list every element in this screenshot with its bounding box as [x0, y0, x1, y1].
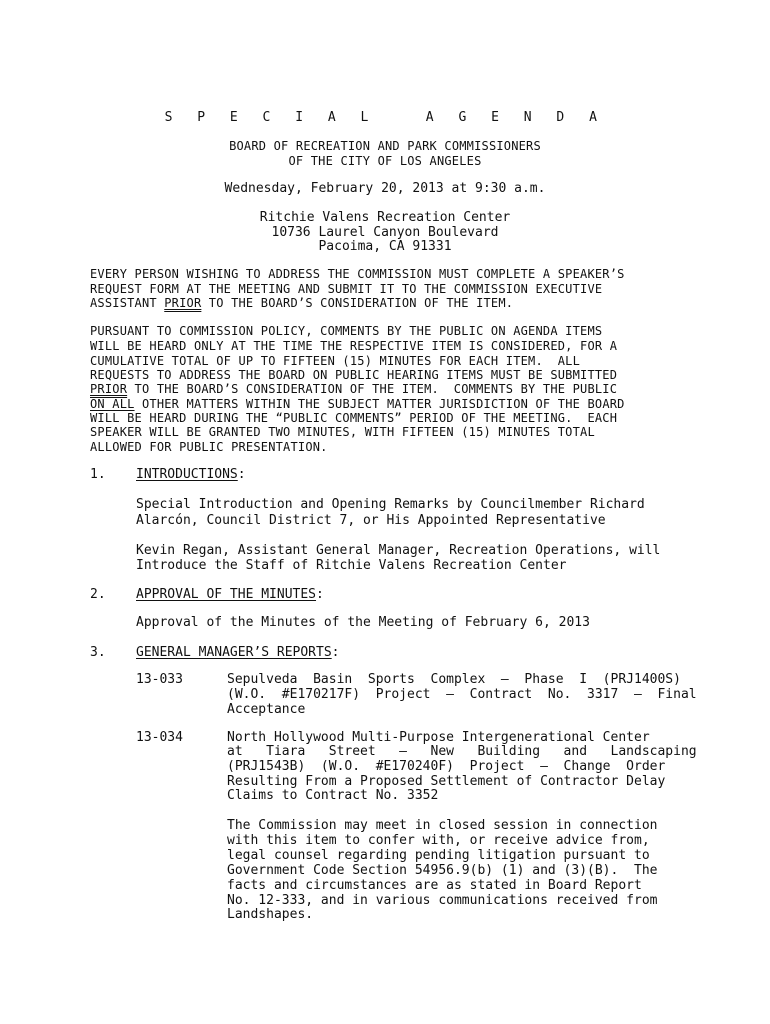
notice2-line: WILL BE HEARD ONLY AT THE TIME THE RESPECTIVE ITEM IS CONSIDERED, FOR A [90, 339, 618, 353]
board-name-line2: OF THE CITY OF LOS ANGELES [288, 154, 482, 168]
notice2-line: WILL BE HEARD DURING THE “PUBLIC COMMENTS” PERIOD OF THE MEETING. EACH [90, 411, 618, 425]
notice2-line: CUMULATIVE TOTAL OF UP TO FIFTEEN (15) MINUTES FOR EACH ITEM. ALL [90, 354, 581, 368]
report-title-line: Resulting From a Proposed Settlement of Contractor Delay [227, 774, 666, 789]
report-title-line: (W.O. #E170217F) Project – Contract No. 3317 – Final [227, 687, 697, 702]
section-heading [136, 645, 340, 660]
report-number: 13-033 [136, 672, 183, 687]
section-heading [136, 467, 246, 482]
notice2-line [90, 382, 617, 397]
board-name-line1: BOARD OF RECREATION AND PARK COMMISSIONERS [229, 139, 541, 153]
closed-session-note-line: No. 12-333, and in various communications received from [227, 893, 658, 908]
intro-paragraph-line: Introduce the Staff of Ritchie Valens Recreation Center [136, 558, 567, 573]
notice2-text: OTHER MATTERS WITHIN THE SUBJECT MATTER JURISDICTION OF THE BOARD [134, 397, 625, 411]
section-heading-text: APPROVAL OF THE MINUTES [136, 587, 317, 602]
report-title-line: Acceptance [227, 702, 306, 717]
on-all-emphasis: ON ALL [90, 397, 135, 411]
report-number: 13-034 [136, 730, 183, 745]
section-heading-colon: : [237, 467, 246, 482]
prior-emphasis: PRIOR [90, 382, 128, 396]
closed-session-note-line: facts and circumstances are as stated in Board Report [227, 878, 642, 893]
notice2-line: PURSUANT TO COMMISSION POLICY, COMMENTS BY THE PUBLIC ON AGENDA ITEMS [90, 324, 603, 338]
section-heading-colon: : [316, 587, 324, 602]
notice2-line: REQUESTS TO ADDRESS THE BOARD ON PUBLIC HEARING ITEMS MUST BE SUBMITTED [90, 368, 618, 382]
section-number: 1. [90, 467, 106, 482]
meeting-datetime: Wednesday, February 20, 2013 at 9:30 a.m. [224, 181, 546, 196]
location-name: Ritchie Valens Recreation Center [259, 210, 511, 225]
report-title-line: Sepulveda Basin Sports Complex – Phase I (PRJ1400S) [227, 672, 681, 687]
minutes-approval-text: Approval of the Minutes of the Meeting of February 6, 2013 [136, 615, 590, 630]
report-title-line: North Hollywood Multi-Purpose Intergenerational Center [227, 730, 650, 745]
section-heading-text: GENERAL MANAGER’S REPORTS [136, 645, 332, 660]
closed-session-note-line: Government Code Section 54956.9(b) (1) and (3)(B). The [227, 863, 658, 878]
prior-emphasis: PRIOR [164, 296, 202, 310]
intro-paragraph-line: Special Introduction and Opening Remarks by Councilmember Richard [136, 497, 645, 512]
notice1-line: REQUEST FORM AT THE MEETING AND SUBMIT IT TO THE COMMISSION EXECUTIVE [90, 282, 603, 296]
closed-session-note-line: legal counsel regarding pending litigation pursuant to [227, 848, 650, 863]
notice1-line: EVERY PERSON WISHING TO ADDRESS THE COMMISSION MUST COMPLETE A SPEAKER’S [90, 267, 625, 281]
report-title-line: Claims to Contract No. 3352 [227, 788, 439, 803]
report-title-line: (PRJ1543B) (W.O. #E170240F) Project – Change Order [227, 759, 666, 774]
section-number: 2. [90, 587, 106, 602]
section-heading-colon: : [331, 645, 340, 660]
notice1-line [90, 296, 513, 311]
intro-paragraph-line: Alarcón, Council District 7, or His Appointed Representative [136, 513, 606, 528]
closed-session-note-line: with this item to confer with, or receive advice from, [227, 833, 650, 848]
section-heading-text: INTRODUCTIONS [136, 467, 238, 482]
agenda-title: S P E C I A L A G E N D A [164, 110, 606, 125]
intro-paragraph-line: Kevin Regan, Assistant General Manager, Recreation Operations, will [136, 543, 661, 558]
notice2-line [90, 397, 625, 412]
notice1-text: ASSISTANT [90, 296, 165, 310]
section-number: 3. [90, 645, 106, 660]
notice2-line: ALLOWED FOR PUBLIC PRESENTATION. [90, 440, 328, 454]
report-title-line: at Tiara Street – New Building and Landscaping [227, 744, 697, 759]
location-city: Pacoima, CA 91331 [318, 239, 452, 254]
section-heading [136, 587, 324, 602]
location-address: 10736 Laurel Canyon Boulevard [271, 225, 499, 240]
notice2-text: TO THE BOARD’S CONSIDERATION OF THE ITEM. COMMENTS BY THE PUBLIC [127, 382, 618, 396]
closed-session-note-line: Landshapes. [227, 907, 314, 922]
notice2-line: SPEAKER WILL BE GRANTED TWO MINUTES, WITH FIFTEEN (15) MINUTES TOTAL [90, 425, 595, 439]
closed-session-note-line: The Commission may meet in closed session in connection [227, 818, 658, 833]
notice1-text: TO THE BOARD’S CONSIDERATION OF THE ITEM. [201, 296, 514, 310]
